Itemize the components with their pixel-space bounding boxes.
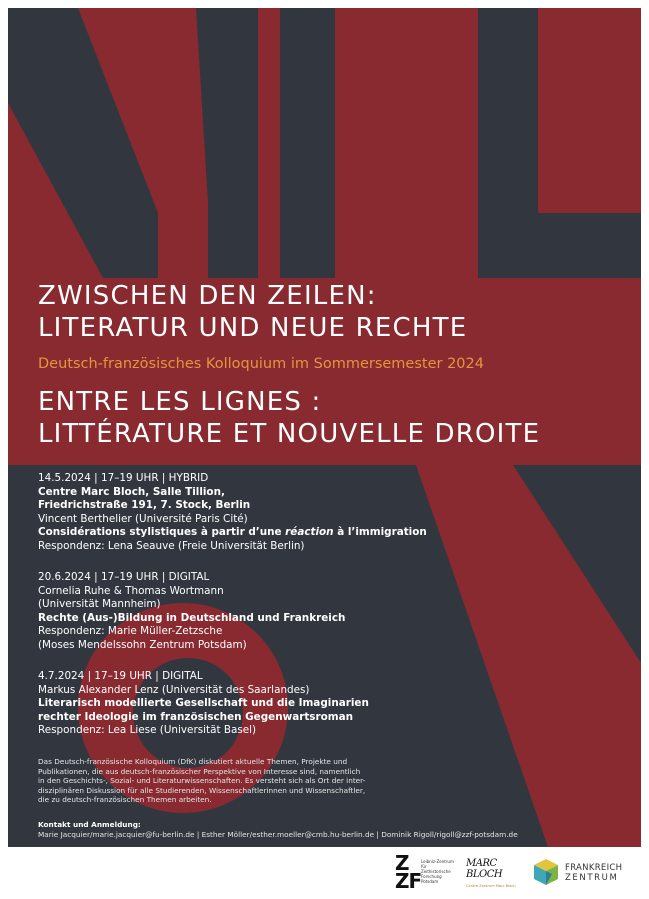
- event-3-talk-line-1: Literarisch modellierte Gesellschaft und die Imaginarien: [38, 697, 369, 710]
- event-2-respondent-line-2: (Moses Mendelssohn Zentrum Potsdam): [38, 638, 247, 651]
- description-line-2: Publikationen, die aus deutsch-französischer Perspektive von Interesse sind, namentlich: [38, 766, 361, 776]
- description-line-5: die zu deutsch-französischen Themen arbeiten.: [38, 795, 212, 805]
- event-1-talk-emphasis: réaction: [285, 526, 334, 539]
- title-french-line-2: LITTÉRATURE ET NOUVELLE DROITE: [38, 419, 541, 449]
- description-line-4: disziplinären Diskussion für alle Studierenden, Wissenschaftlerinnen und Wissenschaftler,: [38, 785, 366, 795]
- title-french-line-1: ENTRE LES LIGNES :: [38, 387, 322, 417]
- event-2: [38, 571, 345, 653]
- event-2-talk: Rechte (Aus-)Bildung in Deutschland und Frankreich: [38, 611, 346, 624]
- zzf-text-line-2: Zeithistorische: [421, 869, 451, 874]
- description-line-3: in den Geschichts-, Sozial- und Literaturwissenschaften. Es versteht sich als Ort der inter-: [38, 776, 366, 786]
- event-1-respondent: Respondenz: Lena Seauve (Freie Universität Berlin): [38, 539, 305, 552]
- letter-i: [280, 8, 335, 278]
- event-3: [38, 670, 369, 738]
- description: [38, 757, 598, 805]
- letter-v-left: [8, 8, 158, 278]
- event-3-speaker: Markus Alexander Lenz (Universität des Saarlandes): [38, 683, 310, 696]
- event-2-speaker-line-2: (Universität Mannheim): [38, 598, 161, 611]
- event-1-talk-part-1: Considérations stylistiques à partir d’une: [38, 526, 286, 539]
- frankreich-zentrum-text-line-1: FRANKREICH: [565, 863, 623, 873]
- letter-v-right: [196, 8, 258, 278]
- event-1: [38, 472, 427, 554]
- event-1-header: 14.5.2024 | 17–19 UHR | HYBRID: [38, 472, 209, 484]
- subtitle: Deutsch-französisches Kolloquium im Sommersemester 2024: [38, 356, 484, 372]
- logo-bar: [0, 847, 649, 899]
- event-1-talk-part-2: à l’immigration: [333, 526, 427, 539]
- zzf-mark-top: Z: [395, 851, 410, 875]
- zzf-text-line-3: Forschung Potsdam: [421, 874, 442, 884]
- event-1-venue-line-1: Centre Marc Bloch, Salle Tillion,: [38, 485, 225, 498]
- zzf-mark-bottom: ZF: [395, 869, 422, 893]
- letter-l-foot: [538, 213, 641, 278]
- frankreich-zentrum-cube-icon: [532, 857, 560, 887]
- marc-bloch-mark-line-2: BLOCH: [466, 869, 503, 880]
- title-german: [38, 280, 467, 344]
- contact-line: Marie Jacquier/marie.jacquier@fu-berlin.de | Esther Möller/esther.moeller@cmb.hu-berlin.de | Dominik Rigoll/rigoll@zzf-potsdam.de: [38, 830, 518, 839]
- frankreich-zentrum-logo: [532, 855, 632, 891]
- contact-heading: Kontakt und Anmeldung:: [38, 820, 141, 829]
- title-german-line-2: LITERATUR UND NEUE RECHTE: [38, 313, 468, 343]
- event-2-respondent-line-1: Respondenz: Marie Müller-Zetzsche: [38, 625, 223, 638]
- event-3-header: 4.7.2024 | 17–19 UHR | DIGITAL: [38, 670, 203, 682]
- title-french: [38, 386, 540, 450]
- event-1-talk: [38, 526, 427, 540]
- event-1-venue-line-2: Friedrichstraße 191, 7. Stock, Berlin: [38, 499, 251, 512]
- poster-panel: [8, 8, 641, 847]
- zzf-text-line-1: Leibniz-Zentrum für: [421, 859, 454, 869]
- event-3-talk-line-2: rechter Ideologie im französischen Gegenwartsroman: [38, 710, 353, 723]
- marc-bloch-logo: [466, 859, 516, 895]
- event-2-speaker-line-1: Cornelia Ruhe & Thomas Wortmann: [38, 584, 224, 597]
- event-1-speaker: Vincent Berthelier (Université Paris Cité): [38, 512, 248, 525]
- marc-bloch-sub: Centre Zentrum Marc Bloch: [466, 884, 516, 888]
- zzf-text: [421, 859, 455, 884]
- zzf-logo: [395, 851, 455, 893]
- frankreich-zentrum-text: [565, 863, 622, 883]
- frankreich-zentrum-text-line-2: ZENTRUM: [565, 873, 619, 883]
- event-3-respondent: Respondenz: Lea Liese (Universität Basel): [38, 724, 257, 737]
- letter-l-stem: [478, 8, 538, 278]
- marc-bloch-mark-line-1: MARC: [466, 858, 497, 869]
- description-line-1: Das Deutsch-französische Kolloquium (DfK) diskutiert aktuelle Themen, Projekte und: [38, 757, 348, 766]
- title-german-line-1: ZWISCHEN DEN ZEILEN:: [38, 281, 377, 311]
- event-2-header: 20.6.2024 | 17–19 UHR | DIGITAL: [38, 571, 210, 583]
